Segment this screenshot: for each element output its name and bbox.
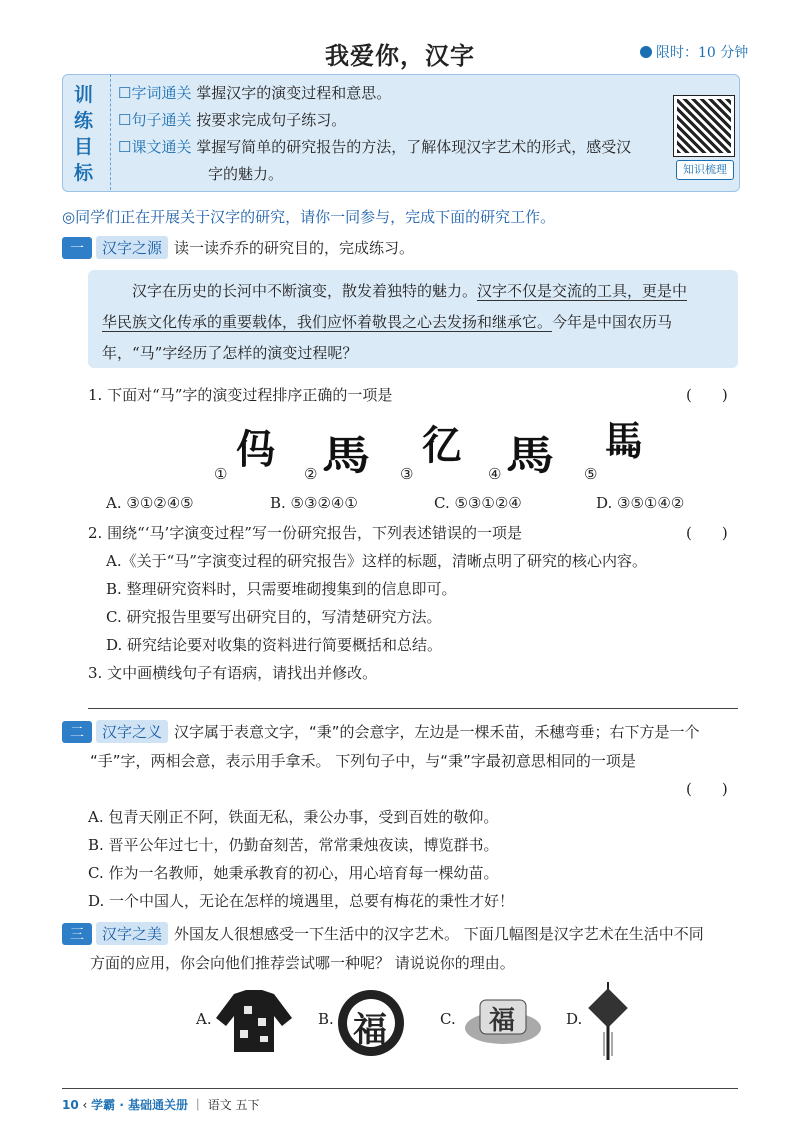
goal-key: ☐字词通关 (118, 84, 192, 102)
section-2-line: 汉字属于表意文字，“秉”的会意字，左边是一棵禾苗，禾穗弯垂；右下方是一个 (174, 723, 700, 741)
option-c[interactable]: C. 作为一名教师，她秉承教育的初心，用心培育每一棵幼苗。 (88, 864, 499, 882)
option-a[interactable]: A. 包青天刚正不阿，铁面无私，秉公办事，受到百姓的敬仰。 (88, 808, 499, 826)
passage-sentence: 今年是中国农历马 (552, 313, 673, 331)
passage-box (88, 270, 738, 368)
section-3-name: 汉字之美 (96, 922, 168, 945)
goal-text: 字的魅力。 (208, 165, 284, 183)
section-1-badge: 一 (62, 237, 92, 259)
goal-text: 按要求完成句子练习。 (196, 111, 347, 129)
option-b[interactable]: B. 晋平公年过七十，仍勤奋刻苦，常常秉烛夜读，博览群书。 (88, 836, 499, 854)
section-3-line: 方面的应用，你会向他们推荐尝试哪一种呢？ 请说说你的理由。 (90, 954, 515, 972)
goals-label-char: 目 (74, 136, 94, 158)
section-3-badge: 三 (62, 923, 92, 945)
glyph-number: ③ (400, 465, 414, 483)
goals-label-char: 训 (74, 84, 94, 106)
page-title: 我爱你，汉字 (325, 42, 475, 70)
ancient-horse-glyph: 㐷 (236, 426, 276, 473)
section-1-instruction: 读一读乔乔的研究目的，完成练习。 (174, 239, 415, 257)
goal-item (118, 82, 391, 103)
book-title: 学霸 · 基础通关册 (91, 1098, 189, 1112)
glyph-number: ⑤ (584, 465, 598, 483)
answer-blank[interactable]: ( ) (686, 386, 728, 404)
section-2-header (62, 720, 742, 743)
goal-item (118, 109, 346, 130)
section-3-line: 外国友人很想感受一下生活中的汉字艺术。 下面几幅图是汉字艺术在生活中不同 (174, 925, 704, 943)
passage-line (102, 276, 724, 307)
passage-line (102, 307, 724, 338)
glyph-number: ② (304, 465, 318, 483)
ancient-horse-glyph: 馬 (506, 432, 554, 479)
option-d[interactable]: D. 一个中国人，无论在怎样的境遇里，总要有梅花的秉性才好！ (88, 892, 515, 910)
goal-text: 掌握汉字的演变过程和意思。 (196, 84, 392, 102)
option-c[interactable]: C. ⑤③①②④ (434, 494, 522, 512)
goal-item (118, 136, 631, 157)
picture-label: D. (566, 1010, 583, 1028)
goal-key: ☐课文通关 (118, 138, 192, 156)
option-b[interactable]: B. 整理研究资料时，只需要堆砌搜集到的信息即可。 (106, 580, 457, 598)
picture-label: B. (318, 1010, 334, 1028)
papercut-fu-icon[interactable] (336, 988, 406, 1058)
glyph-number: ① (214, 465, 228, 483)
intro-text: ◎同学们正在开展关于汉字的研究，请你一同参与，完成下面的研究工作。 (62, 208, 556, 226)
chinese-knot-icon[interactable] (586, 982, 630, 1062)
answer-line[interactable] (88, 708, 738, 709)
seal-fu-icon[interactable] (462, 996, 544, 1046)
goal-item (208, 163, 283, 184)
passage-sentence: 汉字在历史的长河中不断演变，散发着独特的魅力。 (132, 282, 478, 300)
glyph-number: ④ (488, 465, 502, 483)
goals-label-char: 练 (74, 110, 94, 132)
goals-label-char: 标 (74, 162, 94, 184)
section-2-badge: 二 (62, 721, 92, 743)
answer-blank[interactable]: ( ) (686, 780, 728, 798)
qr-code-icon[interactable] (674, 96, 734, 156)
section-2-name: 汉字之义 (96, 720, 168, 743)
ancient-horse-glyph: 馬 (322, 432, 370, 479)
question-1-text: 1. 下面对“马”字的演变过程排序正确的一项是 (88, 386, 393, 404)
training-goals-label (62, 74, 111, 190)
footer-divider (62, 1088, 738, 1089)
goal-text: 掌握写简单的研究报告的方法，了解体现汉字艺术的形式，感受汉 (196, 138, 632, 156)
section-1-header (62, 236, 414, 259)
underlined-sentence: 华民族文化传承的重要载体，我们应怀着敬畏之心去发扬和继承它。 (102, 313, 553, 331)
fu-character: 福 (489, 1006, 516, 1036)
question-2-text: 2. 围绕“‘马’字演变过程”写一份研究报告，下列表述错误的一项是 (88, 524, 522, 542)
option-d[interactable]: D. ③⑤①④② (596, 494, 685, 512)
goal-key: ☐句子通关 (118, 111, 192, 129)
section-2-line: “手”字，两相会意，表示用手拿禾。 下列句子中，与“秉”字最初意思相同的一项是 (90, 752, 636, 770)
option-a[interactable]: A.《关于“马”字演变过程的研究报告》这样的标题，清晰点明了研究的核心内容。 (106, 552, 647, 570)
ancient-horse-glyph: 𩡧 (604, 418, 644, 465)
section-1-name: 汉字之源 (96, 236, 168, 259)
option-b[interactable]: B. ⑤③②④① (270, 494, 358, 512)
option-c[interactable]: C. 研究报告里要写出研究目的，写清楚研究方法。 (106, 608, 442, 626)
answer-blank[interactable]: ( ) (686, 524, 728, 542)
picture-label: A. (196, 1010, 212, 1028)
time-limit (640, 42, 748, 62)
clock-icon (640, 46, 652, 58)
page-number: 10 (62, 1098, 79, 1112)
footer: 10 ‹ 学霸 · 基础通关册 ｜ 语文 五下 (62, 1098, 260, 1112)
section-3-header (62, 922, 742, 945)
time-limit-text: 限时：10 分钟 (656, 45, 749, 61)
subject: 语文 五下 (207, 1098, 260, 1112)
underlined-sentence: 汉字不仅是交流的工具，更是中 (477, 282, 688, 300)
passage-line: 年，“马”字经历了怎样的演变过程呢？ (102, 344, 358, 362)
option-a[interactable]: A. ③①②④⑤ (106, 494, 194, 512)
picture-label: C. (440, 1010, 456, 1028)
sweater-icon[interactable] (214, 988, 294, 1054)
question-3-text: 3. 文中画横线句子有语病，请找出并修改。 (88, 664, 378, 682)
fu-character: 福 (353, 1010, 387, 1050)
qr-code-label: 知识梳理 (676, 160, 734, 180)
ancient-horse-glyph: 𢒼 (422, 422, 462, 469)
option-d[interactable]: D. 研究结论要对收集的资料进行简要概括和总结。 (106, 636, 443, 654)
